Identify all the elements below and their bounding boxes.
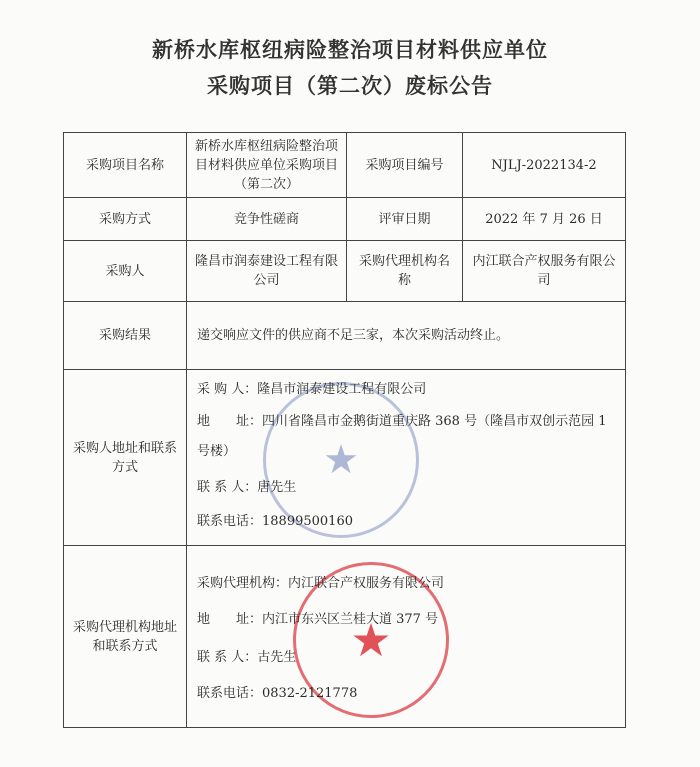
announcement-table [63,132,626,728]
agency-name-line: 采购代理机构：内江联合产权服务有限公司 [197,576,445,591]
agency-person-line: 联 系 人：古先生 [197,650,297,665]
table-row [64,546,626,728]
purchaser-person-line: 联 系 人：唐先生 [197,480,297,495]
table-row [64,370,626,546]
announcement-title-line2: 采购项目（第二次）废标公告 [207,74,493,98]
purchaser-contact-label: 采购人地址和联系方式 [64,370,187,546]
purchaser-address-line1: 地 址：四川省隆昌市金鹅街道重庆路 368 号（隆昌市双创示范园 1 [197,414,607,429]
project-no-label: 采购项目编号 [347,133,463,198]
table-row [64,241,626,302]
purchaser-phone-line: 联系电话：18899500160 [197,514,353,529]
purchaser-label: 采购人 [64,241,187,302]
result-label: 采购结果 [64,302,187,370]
review-date-label: 评审日期 [347,198,463,241]
agency-phone-line: 联系电话：0832-2121778 [197,686,358,701]
table-row [64,133,626,198]
agency-name-label: 采购代理机构名称 [347,241,463,302]
star-icon: ★ [323,436,359,483]
agency-address-line: 地 址：内江市东兴区兰桂大道 377 号 [197,612,439,627]
method-label: 采购方式 [64,198,187,241]
project-name-value: 新桥水库枢纽病险整治项目材料供应单位采购项目（第二次） [187,133,347,198]
agency-contact-label: 采购代理机构地址和联系方式 [64,546,187,728]
purchaser-value: 隆昌市润泰建设工程有限公司 [187,241,347,302]
agency-name-value: 内江联合产权服务有限公司 [463,241,626,302]
result-value: 递交响应文件的供应商不足三家，本次采购活动终止。 [187,302,626,370]
review-date-value: 2022 年 7 月 26 日 [463,198,626,241]
purchaser-name-line: 采 购 人：隆昌市润泰建设工程有限公司 [197,382,427,397]
purchaser-address-line2: 号楼） [197,444,237,459]
purchaser-contact-cell [187,370,626,546]
table-row [64,198,626,241]
project-no-value: NJLJ-2022134-2 [463,133,626,198]
method-value: 竞争性磋商 [187,198,347,241]
agency-contact-cell [187,546,626,728]
table-row [64,302,626,370]
star-icon: ★ [350,612,392,667]
project-name-label: 采购项目名称 [64,133,187,198]
announcement-title-line1: 新桥水库枢纽病险整治项目材料供应单位 [152,38,548,62]
